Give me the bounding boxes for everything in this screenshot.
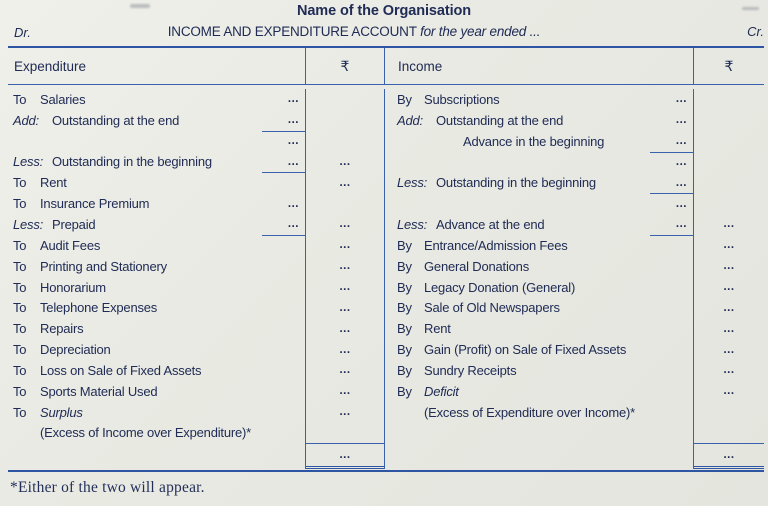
row-prefix: To [13,196,27,212]
sub-amount: ... [287,197,299,210]
sub-amount: ... [287,218,299,231]
expenditure-text-cell [8,235,305,256]
income-total-cell [693,443,764,469]
row-prefix: By [397,321,412,337]
income-total-spacer [385,443,693,469]
table-row [8,339,764,360]
expenditure-amount-cell: ... [305,235,385,256]
income-amount-cell: ... [693,235,764,256]
row-label: Telephone Expenses [40,300,158,316]
row-prefix: To [13,362,27,378]
income-amount-cell: ... [693,339,764,360]
table-row [8,256,764,277]
row-prefix: By [397,279,412,295]
row-prefix: By [397,258,412,274]
table-row [8,235,764,256]
row-label: Sports Material Used [40,383,158,399]
table-row [8,277,764,298]
row-label: Surplus [40,404,83,420]
row-label: Advance in the beginning [463,133,605,149]
sub-amount: ... [287,135,299,148]
table-row [8,89,764,110]
row-label: Outstanding at the end [436,112,564,128]
expenditure-text-cell [8,402,305,423]
table-row [8,360,764,381]
income-amount-cell: ... [693,381,764,402]
row-sublabel: Less: [397,216,428,232]
income-amount-cell [693,89,764,110]
table-row [8,402,764,423]
expenditure-text-cell [8,360,305,381]
row-prefix: By [397,237,412,253]
row-label: Printing and Stationery [40,258,167,274]
income-text-cell [385,402,693,423]
row-prefix: By [397,300,412,316]
account-title [0,24,708,39]
expenditure-total: ... [306,443,384,469]
org-title: Name of the Organisation [296,3,472,19]
income-text-cell [385,235,693,256]
income-text-cell [385,110,693,131]
row-prefix: By [397,383,412,399]
income-text-cell [385,172,693,193]
income-text-cell [385,89,693,110]
row-label: Gain (Profit) on Sale of Fixed Assets [424,342,627,358]
expenditure-text-cell [8,277,305,298]
income-amount-cell [693,423,764,444]
table-body [8,85,764,443]
row-label: Sale of Old Newspapers [424,300,560,316]
row-prefix: To [13,321,27,337]
expenditure-column-header: Expenditure [14,58,87,74]
income-amount-cell: ... [693,277,764,298]
income-text-cell [385,256,693,277]
expenditure-amount-cell [305,110,385,131]
row-label: Subscriptions [424,91,500,107]
row-prefix: To [13,91,27,107]
expenditure-text-cell [8,89,305,110]
row-label: Loss on Sale of Fixed Assets [40,362,202,378]
row-label: Outstanding in the beginning [436,175,596,191]
row-label: Entrance/Admission Fees [424,237,568,253]
row-prefix: To [13,258,27,274]
expenditure-text-cell [8,172,305,193]
row-prefix: To [13,300,27,316]
expenditure-amount-cell: ... [305,172,385,193]
expenditure-amount-cell: ... [305,152,385,173]
income-text-cell [385,193,693,214]
row-prefix: By [397,362,412,378]
sub-amount: ... [287,93,299,106]
expenditure-amount-cell: ... [305,360,385,381]
income-amount-cell [693,172,764,193]
row-prefix: By [397,91,412,107]
expenditure-amount-cell [305,131,385,152]
row-label: Insurance Premium [40,196,150,212]
row-sublabel: Add: [397,112,423,128]
row-sublabel: Add: [13,112,39,128]
expenditure-text-cell [8,339,305,360]
expenditure-amount-cell: ... [305,339,385,360]
expenditure-amount-column-header: ₹ [305,48,385,84]
row-label: Honorarium [40,279,106,295]
income-column-header: Income [398,58,443,74]
income-amount-cell: ... [693,360,764,381]
table-row [8,152,764,173]
income-amount-cell [693,402,764,423]
dr-label: Dr. [14,25,31,40]
expenditure-amount-cell [305,193,385,214]
expenditure-text-cell [8,110,305,131]
row-label: Audit Fees [40,237,101,253]
income-text-cell [385,297,693,318]
row-label: Rent [424,321,451,337]
expenditure-text-cell [8,423,305,444]
expenditure-text-cell [8,214,305,235]
income-total: ... [694,443,764,469]
income-text-cell [385,318,693,339]
expenditure-amount-cell: ... [305,381,385,402]
expenditure-text-cell [8,297,305,318]
sub-amount: ... [675,93,687,106]
expenditure-amount-cell: ... [305,318,385,339]
table-row [8,172,764,193]
account-title-text: INCOME AND EXPENDITURE ACCOUNT [167,24,417,39]
row-label: Deficit [424,383,459,399]
row-prefix: To [13,237,27,253]
row-prefix: To [13,175,27,191]
sub-amount: ... [675,135,687,148]
cr-label: Cr. [747,24,764,39]
row-label: Rent [40,175,67,191]
expenditure-text-cell [8,318,305,339]
table-row [8,131,764,152]
sub-amount: ... [675,155,687,168]
row-prefix: To [13,404,27,420]
row-sublabel: Less: [13,216,44,232]
expenditure-amount-cell: ... [305,297,385,318]
row-label: Outstanding in the beginning [52,154,212,170]
expenditure-text-cell [8,256,305,277]
income-amount-column-header: ₹ [693,48,764,84]
income-text-cell [385,131,693,152]
expenditure-amount-cell [305,89,385,110]
row-sublabel: Less: [13,154,44,170]
income-text-cell [385,423,693,444]
expenditure-text-cell [8,131,305,152]
income-text-cell [385,277,693,298]
income-amount-cell: ... [693,297,764,318]
row-label: Repairs [40,321,84,337]
income-amount-cell: ... [693,256,764,277]
income-expenditure-table [8,46,764,472]
expenditure-total-spacer [8,443,305,469]
expenditure-amount-cell [305,423,385,444]
row-label: Depreciation [40,342,111,358]
sub-amount: ... [287,155,299,168]
row-prefix: To [13,279,27,295]
expenditure-amount-cell: ... [305,214,385,235]
expenditure-text-cell [8,193,305,214]
row-label: Prepaid [52,216,96,232]
table-row [8,110,764,131]
table-row [8,297,764,318]
income-amount-cell [693,110,764,131]
footnote: *Either of the two will appear. [10,479,205,496]
expenditure-text-cell [8,381,305,402]
income-amount-cell: ... [693,318,764,339]
row-label: Sundry Receipts [424,362,517,378]
row-prefix: To [13,342,27,358]
income-text-cell [385,381,693,402]
row-sublabel: Less: [397,175,428,191]
income-amount-cell [693,193,764,214]
row-prefix: To [13,383,27,399]
table-row [8,318,764,339]
row-label: (Excess of Expenditure over Income)* [424,404,636,420]
table-totals-row [8,443,764,469]
row-label: Outstanding at the end [52,112,180,128]
table-row [8,193,764,214]
account-title-suffix: for the year ended ... [420,24,541,39]
row-label: Legacy Donation (General) [424,279,576,295]
income-text-cell [385,214,693,235]
row-label: Advance at the end [436,216,545,232]
sub-amount: ... [287,114,299,127]
expenditure-amount-cell: ... [305,256,385,277]
expenditure-amount-cell: ... [305,402,385,423]
table-row [8,381,764,402]
sub-amount: ... [675,114,687,127]
table-header-row [8,48,764,85]
sub-amount: ... [675,218,687,231]
row-label: General Donations [424,258,529,274]
income-text-cell [385,339,693,360]
income-amount-cell: ... [693,214,764,235]
table-row [8,423,764,444]
income-text-cell [385,360,693,381]
row-prefix: By [397,342,412,358]
expenditure-text-cell [8,152,305,173]
income-amount-cell [693,152,764,173]
sub-amount: ... [675,176,687,189]
account-subheader [0,24,768,42]
income-amount-cell [693,131,764,152]
table-row [8,214,764,235]
expenditure-total-cell [305,443,385,469]
expenditure-amount-cell: ... [305,277,385,298]
row-label: Salaries [40,91,86,107]
income-text-cell [385,152,693,173]
sub-amount: ... [675,197,687,210]
row-label: (Excess of Income over Expenditure)* [40,425,252,441]
